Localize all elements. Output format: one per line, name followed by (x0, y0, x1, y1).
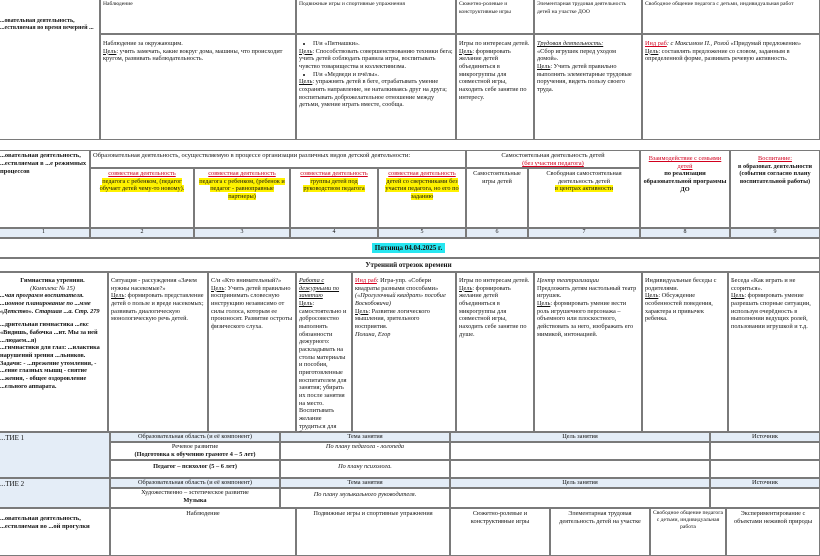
self-a-text: Самостоятельные игры детей (473, 170, 521, 185)
role-goal (459, 285, 531, 339)
goal-header: Цель занятия (562, 433, 598, 440)
num-cell-8 (640, 228, 730, 238)
role-title: Игры по интересам детей. (459, 40, 530, 47)
role-goal (459, 48, 531, 102)
plan-left-text: ...овательная деятельность, ...ествляемая в ...е режимных процессов (0, 152, 87, 175)
goal-label: Цель (459, 284, 473, 292)
lesson2-topic1 (280, 488, 450, 508)
goal-label: Цель (537, 63, 551, 71)
lesson1-area2 (110, 460, 280, 478)
area2-text: Педагог – психолог (5 – 6 лет) (153, 463, 237, 470)
lesson1-label-cell (0, 432, 110, 478)
goal-text: : формировать умение разрешать спорные ситуации, используя очерёдность в выполнении ведущих ролей, пользовании игрушкой и т.д. (731, 292, 811, 331)
lesson1-topic2 (280, 460, 450, 478)
lesson2-topic-header (280, 478, 450, 488)
family-title: Индивидуальные беседы с родителями. (645, 277, 717, 292)
num-cell-9 (730, 228, 820, 238)
header-label: Элементарная трудовая деятельность детей на участке (559, 510, 641, 525)
col-number: 5 (420, 229, 424, 235)
lesson1-source1 (710, 442, 820, 460)
bottom-header-games (296, 508, 450, 556)
morning-eye-gym: ...гимнастики для глаз: ...илактика нарушений зрения ...льников. Задачи: - ...прежение утомления, - ...ение глазных мышц - снятие ...жения, - общее оздоровление ...ельного аппарата. (0, 344, 100, 390)
goal-text: : Способствовать совершенствованию техники бега; учить детей соблюдать правила игры, воспитывать чувство товарищества и коллективизма. (299, 47, 453, 71)
area1-text: Художественно – эстетическое развитие (141, 489, 249, 496)
col-number: 9 (773, 229, 777, 235)
ind-children: : с Максимом П., Розой (666, 40, 729, 47)
morning-gym-title: Гимнастика утренняя. (20, 277, 85, 284)
self-title-text: Самостоятельная деятельность детей (501, 152, 605, 159)
plan-col-d (378, 168, 466, 228)
num-cell-1 (0, 228, 90, 238)
ind-task (355, 277, 453, 292)
area1-sub: Музыка (183, 496, 207, 504)
self-b-highlight: в центрах активности (554, 185, 614, 193)
goal-text: : формировать умение вести роль игрушечного персонажа – объемного или плоскостного, действовать за него, изображать его мимикой, интонацией. (537, 300, 634, 338)
date-label: Пятница 04.04.2025 г. (372, 243, 445, 253)
lesson2-area-header (110, 478, 280, 488)
goal-text: : формировать желание детей объединяться в микрогруппы для совместной игры, находить себе занятие по душе. (459, 284, 527, 338)
lesson2-goal1 (450, 488, 710, 508)
morning-program: ...чая программ воспитателя. ...ионное планирование по ...мме «Детство». Старшая ...а. Стр. 279 (0, 292, 100, 315)
goal-label: Цель (111, 292, 125, 300)
header-label: Свободное общение педагога с детьми, индивидуальная работ (645, 1, 794, 7)
morning-role-cell (456, 272, 534, 432)
area-header: Образовательная область (и её компонент) (138, 479, 252, 486)
lesson1-goal-header (450, 432, 710, 442)
top-observation-cell (100, 34, 296, 140)
ind-book: («Прогулочный квадрат» пособие Воскобовича) (355, 292, 446, 308)
bottom-header-comm (650, 508, 726, 556)
lesson1-topic1 (280, 442, 450, 460)
topic-header: Тема занятия (347, 479, 383, 486)
education-title: Воспитание: (758, 155, 792, 162)
topic1-text: По плану педагога - логопеда (325, 443, 405, 450)
col-number: 3 (240, 229, 244, 235)
header-label: Экспериментирование с объектами неживой природы (733, 510, 813, 525)
col-a-text: педагога с ребенком, (педагог обучает детей чему-то новому). (99, 177, 185, 193)
goal-label: Цель (537, 300, 551, 308)
goal-text: : Развитие логического мышления, зрительного восприятия. (355, 307, 430, 331)
ind-label: Инд раб (645, 40, 667, 47)
plan-col-b (194, 168, 290, 228)
morning-gym-complex: (Комплекс № 15) (30, 284, 75, 292)
morning-ind-cell (352, 272, 456, 432)
comm-task (645, 40, 817, 48)
morning-situation-cell (108, 272, 208, 432)
col-a-title: совместная деятельность (108, 170, 176, 177)
talk-title: Беседа «Как играть и не ссориться». (731, 277, 796, 292)
area-header: Образовательная область (и её компонент) (138, 433, 252, 440)
talk-goal (731, 292, 817, 330)
top-header-role (456, 0, 534, 34)
header-label: Подвижные игры и спортивные упражнения (299, 1, 405, 7)
bottom-left-heading (0, 508, 110, 556)
goal-label: Цель (211, 284, 225, 292)
col-number: 8 (683, 229, 687, 235)
plan-org-title (90, 150, 466, 168)
goal-text: : учить замечать, какие вокруг дома, машины, что происходит кругом, развивать наблюдательность. (103, 47, 283, 63)
labor-task: «Сбор игрушек перед уходом домой». (537, 47, 616, 63)
plan-col-a (90, 168, 194, 228)
lesson1-area-header (110, 432, 280, 442)
bottom-header-experiment (726, 508, 820, 556)
education-text: в образоват. деятельности (события согласно плану воспитательной работы) (738, 162, 812, 186)
plan-self-a (466, 168, 528, 228)
org-title-text: Образовательная деятельность, осуществляемую в процессе организации различных видов детской деятельности: (93, 152, 411, 159)
morning-left-cell (0, 272, 108, 432)
col-number: 2 (140, 229, 144, 235)
situation-goal (111, 292, 205, 323)
ind-text: : Игра-упр. «Собери квадраты разными способами» (355, 277, 439, 292)
topic1-text: По плану музыкального руководителя. (313, 491, 417, 498)
game-title: С/и «Кто внимательный?» (211, 277, 282, 284)
lesson1-goal2 (450, 460, 710, 478)
header-label: Сюжетно-ролевые и конструктивные игры (470, 510, 530, 525)
bottom-left-text: ...овательная деятельность, ...ествляемая во ...ой прогулки (0, 515, 90, 530)
comm-goal (645, 48, 817, 63)
lesson2-goal-header (450, 478, 710, 488)
game2-goal (299, 78, 453, 109)
header-label: Наблюдение (186, 510, 220, 517)
lesson2-area1 (110, 488, 280, 508)
num-cell-6 (466, 228, 528, 238)
goal-label: Цель (645, 47, 659, 55)
goal-text: : Обсуждение особенностей поведения, характера и привычек ребенка. (645, 292, 713, 323)
plan-col-c (290, 168, 378, 228)
center-title: Центр театрализации (537, 277, 599, 284)
top-games-cell (296, 34, 456, 140)
topic-header: Тема занятия (347, 433, 383, 440)
game1-title: • П/и «Пятнашки». (313, 40, 453, 48)
header-label: Подвижные игры и спортивные упражнения (313, 510, 433, 517)
situation-title: Ситуация - рассуждения «Зачем нужны насекомые?» (111, 277, 197, 292)
goal-label: Цель (355, 307, 369, 315)
goal-label: Цель (299, 300, 313, 308)
goal-label: Цель (299, 78, 313, 86)
plan-self-b (528, 168, 640, 228)
top-header-observation (100, 0, 296, 34)
morning-title-row (0, 258, 820, 272)
ind-goal (355, 308, 453, 331)
area1-text: Речевое развитие (171, 443, 219, 450)
labor-goal (537, 63, 639, 94)
plan-family (640, 150, 730, 228)
goal-text: : формировать желание детей объединяться в микрогруппы для совместной игры, находить себе занятие по интересу. (459, 47, 527, 101)
num-cell-3 (194, 228, 290, 238)
goal-label: Цель (299, 47, 313, 55)
goal-text: : Учить детей правильно воспринимать словесную инструкцию независимо от силы голоса, которым ее произносят. Развитие остроты физического слуха. (211, 284, 293, 331)
bottom-header-labor (550, 508, 650, 556)
col-d-text: детей со сверстниками без участия педагога, но его по заданию (385, 177, 459, 201)
morning-title: Утренний отрезок времени (365, 261, 452, 269)
lesson2-source-header (710, 478, 820, 488)
goal-header: Цель занятия (562, 479, 598, 486)
obs-title: Наблюдение за окружающим. (103, 40, 183, 47)
bottom-header-role (450, 508, 550, 556)
lesson2-source1 (710, 488, 820, 508)
lesson2-label-cell (0, 478, 110, 508)
col-number: 7 (582, 229, 586, 235)
lesson1-label: ...ТИЕ 1 (0, 434, 25, 442)
family-title: Взаимодействие с семьями детей (648, 155, 722, 170)
goal-label: Цель (731, 292, 745, 300)
game-goal (211, 285, 293, 331)
ind-label: Инд раб (355, 277, 377, 284)
game2-title: • П/и «Медведи и пчёлы». (313, 71, 453, 79)
num-cell-2 (90, 228, 194, 238)
top-left-heading-cell (0, 0, 100, 140)
game1-goal (299, 48, 453, 71)
duty-goal (299, 300, 349, 438)
col-c-text: группы детей под руководством педагога (303, 177, 365, 193)
top-header-comm (642, 0, 820, 34)
top-left-heading: ...овательная деятельность, ...ествляемая во время вечерней ... (0, 18, 94, 32)
plan-self-title (466, 150, 640, 168)
goal-text: : формировать представление детей о пользе и вреде насекомых; развивать диалогическую монологическую речь детей. (111, 292, 204, 323)
duty-title: Работа с дежурными по занятию (299, 277, 340, 300)
source-header: Источник (752, 479, 778, 486)
labor-title: Трудовая деятельность: (537, 40, 604, 47)
lesson2-label: ...ТИЕ 2 (0, 480, 25, 488)
col-b-title: совместная деятельность (208, 170, 276, 177)
header-label: Свободное общение педагога с детьми, индивидуальная работа (653, 510, 723, 530)
morning-talk-cell (728, 272, 820, 432)
col-c-title: совместная деятельность (300, 170, 368, 177)
lesson1-source-header (710, 432, 820, 442)
morning-center-cell (534, 272, 642, 432)
lesson1-area1 (110, 442, 280, 460)
role-title: Игры по интересам детей. (459, 277, 530, 284)
header-label: Элементарная трудовая деятельность детей на участке ДОО (537, 1, 627, 15)
goal-label: Цель (645, 292, 659, 300)
plan-left-heading (0, 150, 90, 228)
plan-education (730, 150, 820, 228)
ind-children: Полина, Егор (355, 330, 391, 338)
header-label: Наблюдение (103, 1, 133, 7)
top-header-games (296, 0, 456, 34)
top-header-labor (534, 0, 642, 34)
source-header: Источник (752, 433, 778, 440)
goal-text: : Учить детей правильно выполнять элементарные трудовые поручения, видеть пользу своего труда. (537, 63, 632, 94)
goal-text: : упражнять детей в беге, отрабатывать умение сохранять направление, не наталкиваясь друг на друга; воспитывать доброжелательное отношение между детьми, умение играть вместе, сообща. (299, 78, 447, 109)
morning-game-cell (208, 272, 296, 432)
bottom-header-observation (110, 508, 296, 556)
num-cell-7 (528, 228, 640, 238)
col-number: 6 (495, 229, 499, 235)
top-comm-cell (642, 34, 820, 140)
date-row (0, 238, 820, 258)
lesson1-topic-header (280, 432, 450, 442)
goal-label: Цель (459, 47, 473, 55)
morning-family-cell (642, 272, 728, 432)
col-b-text: педагога с ребенком, (ребенок и педагог - равноправные партнеры) (199, 177, 285, 201)
family-text: по реализации образовательной программы ДО (643, 170, 727, 193)
area1-sub: (Подготовка к обучению грамоте 4 – 5 лет) (134, 450, 256, 458)
goal-text: : составлять предложение со словом, заданным в определенной форме, развивать речевую активность. (645, 47, 790, 63)
col-number: 1 (42, 229, 45, 235)
goal-text: : самостоятельно и добросовестно выполнять обязанности дежурного: раскладывать на столы материалы и пособия, приготовленные воспитателем для занятия; убирать их после занятия на место. Воспитывать желание трудиться для (299, 300, 347, 430)
self-b-text: Свободная самостоятельная деятельность детей (546, 170, 622, 185)
center-goal (537, 300, 639, 338)
ind-task: «Придумай предложение» (728, 40, 802, 47)
center-task: Предложить детям настольный театр игрушек. (537, 284, 637, 300)
num-cell-5 (378, 228, 466, 238)
family-goal (645, 292, 725, 323)
top-role-cell (456, 34, 534, 140)
header-label: Сюжетно-ролевые и конструктивные игры (459, 1, 511, 15)
num-cell-4 (290, 228, 378, 238)
topic2-text: По плану психолога. (338, 463, 392, 470)
self-sub-text: (без участия педагога) (522, 159, 584, 167)
morning-visual-gym: ...дрительная гимнастика ...екс «Видишь, бабочка ...ит. Мы за ней ...людаем...я) (0, 321, 98, 344)
col-d-title: совместная деятельность (388, 170, 456, 177)
obs-goal (103, 48, 293, 63)
col-number: 4 (332, 229, 336, 235)
goal-label: Цель (103, 47, 117, 55)
morning-duty-cell (296, 272, 352, 432)
lesson1-source2 (710, 460, 820, 478)
lesson1-goal1 (450, 442, 710, 460)
top-labor-cell (534, 34, 642, 140)
